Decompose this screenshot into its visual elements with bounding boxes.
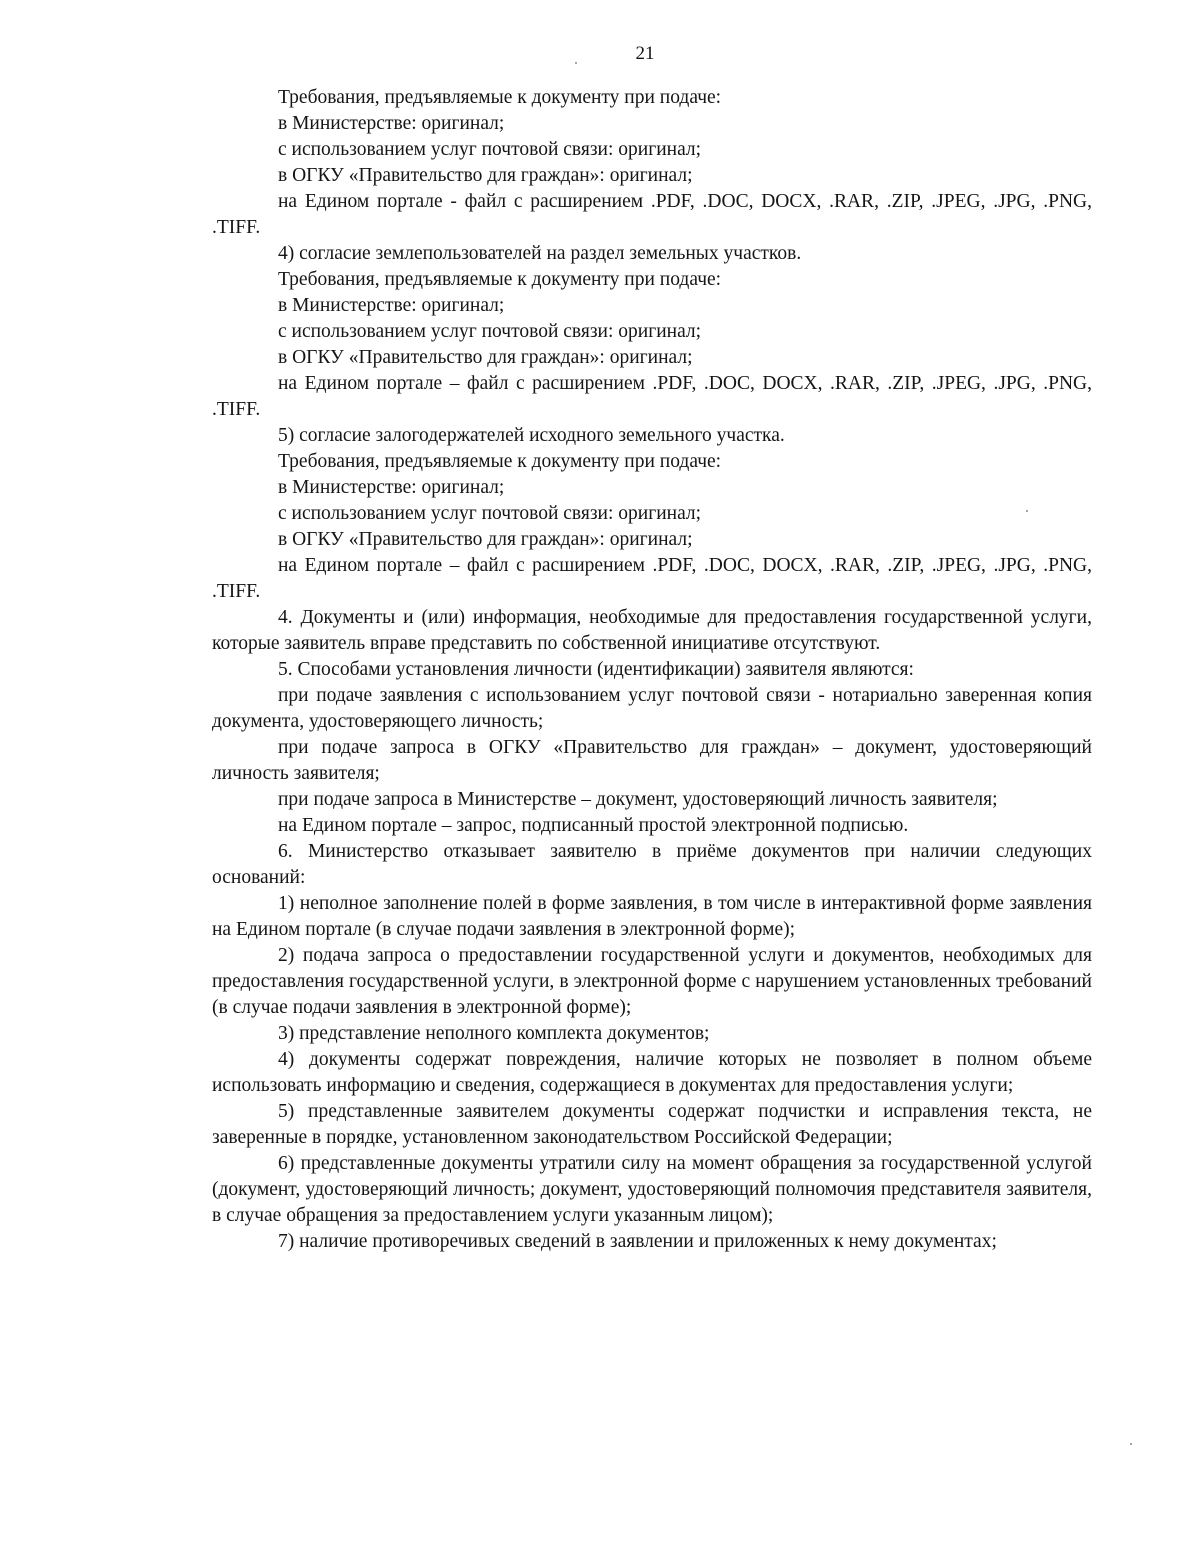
paragraph: на Едином портале – файл с расширением .PDF, .DOC, DOCX, .RAR, .ZIP, .JPEG, .JPG, .PNG, .TIFF. (212, 373, 1092, 420)
paragraph: 1) неполное заполнение полей в форме заявления, в том числе в интерактивной форме заявления на Едином портале (в случае подачи заявления в электронной форме); (212, 893, 1092, 940)
paragraph: 6) представленные документы утратили силу на момент обращения за государственной услугой (документ, удостоверяющий личность; документ, удостоверяющий полномочия представителя заявителя, в случае обращения за предоставлением услуги указанным лицом); (212, 1153, 1092, 1226)
document-body (212, 85, 1092, 1255)
paragraph: с использованием услуг почтовой связи: оригинал; (278, 321, 702, 342)
page-number: 21 (635, 43, 655, 64)
paragraph: 3) представление неполного комплекта документов; (278, 1023, 710, 1044)
paragraph: в Министерстве: оригинал; (278, 113, 505, 134)
scan-speck (575, 62, 577, 64)
paragraph: 4) согласие землепользователей на раздел земельных участков. (278, 243, 802, 264)
scan-speck (1026, 510, 1028, 512)
paragraph: в ОГКУ «Правительство для граждан»: оригинал; (278, 529, 693, 550)
paragraph: 5) представленные заявителем документы содержат подчистки и исправления текста, не заверенные в порядке, установленном законодательством Российской Федерации; (212, 1101, 1092, 1148)
paragraph: 2) подача запроса о предоставлении государственной услуги и документов, необходимых для предоставления государственной услуги, в электронной форме с нарушением установленных требований (в случае подачи заявления в электронной форме); (212, 945, 1092, 1018)
paragraph: 4. Документы и (или) информация, необходимые для предоставления государственной услуги, которые заявитель вправе представить по собственной инициативе отсутствуют. (212, 607, 1092, 654)
paragraph: при подаче запроса в ОГКУ «Правительство для граждан» – документ, удостоверяющий личность заявителя; (212, 737, 1092, 784)
paragraph: с использованием услуг почтовой связи: оригинал; (278, 503, 702, 524)
paragraph: на Едином портале – запрос, подписанный простой электронной подписью. (278, 815, 909, 836)
paragraph: с использованием услуг почтовой связи: оригинал; (278, 139, 702, 160)
paragraph: 5) согласие залогодержателей исходного земельного участка. (278, 425, 785, 446)
paragraph: в ОГКУ «Правительство для граждан»: оригинал; (278, 165, 693, 186)
paragraph: Требования, предъявляемые к документу при подаче: (278, 269, 722, 290)
paragraph: на Едином портале – файл с расширением .PDF, .DOC, DOCX, .RAR, .ZIP, .JPEG, .JPG, .PNG, .TIFF. (212, 555, 1092, 602)
paragraph: 6. Министерство отказывает заявителю в приёме документов при наличии следующих оснований: (212, 841, 1092, 888)
paragraph: на Едином портале - файл с расширением .PDF, .DOC, DOCX, .RAR, .ZIP, .JPEG, .JPG, .PNG, .TIFF. (212, 191, 1092, 238)
paragraph: в Министерстве: оригинал; (278, 477, 505, 498)
paragraph: при подаче запроса в Министерстве – документ, удостоверяющий личность заявителя; (278, 789, 998, 810)
paragraph: Требования, предъявляемые к документу при подаче: (278, 451, 722, 472)
paragraph: 4) документы содержат повреждения, наличие которых не позволяет в полном объеме использовать информацию и сведения, содержащиеся в документах для предоставления услуги; (212, 1049, 1092, 1096)
paragraph: 5. Способами установления личности (идентификации) заявителя являются: (278, 659, 914, 680)
paragraph: 7) наличие противоречивых сведений в заявлении и приложенных к нему документах; (278, 1231, 997, 1252)
paragraph: Требования, предъявляемые к документу при подаче: (278, 87, 722, 108)
paragraph: в Министерстве: оригинал; (278, 295, 505, 316)
paragraph: в ОГКУ «Правительство для граждан»: оригинал; (278, 347, 693, 368)
scan-speck (1130, 1443, 1132, 1445)
paragraph: при подаче заявления с использованием услуг почтовой связи - нотариально заверенная копия документа, удостоверяющего личность; (212, 685, 1092, 732)
